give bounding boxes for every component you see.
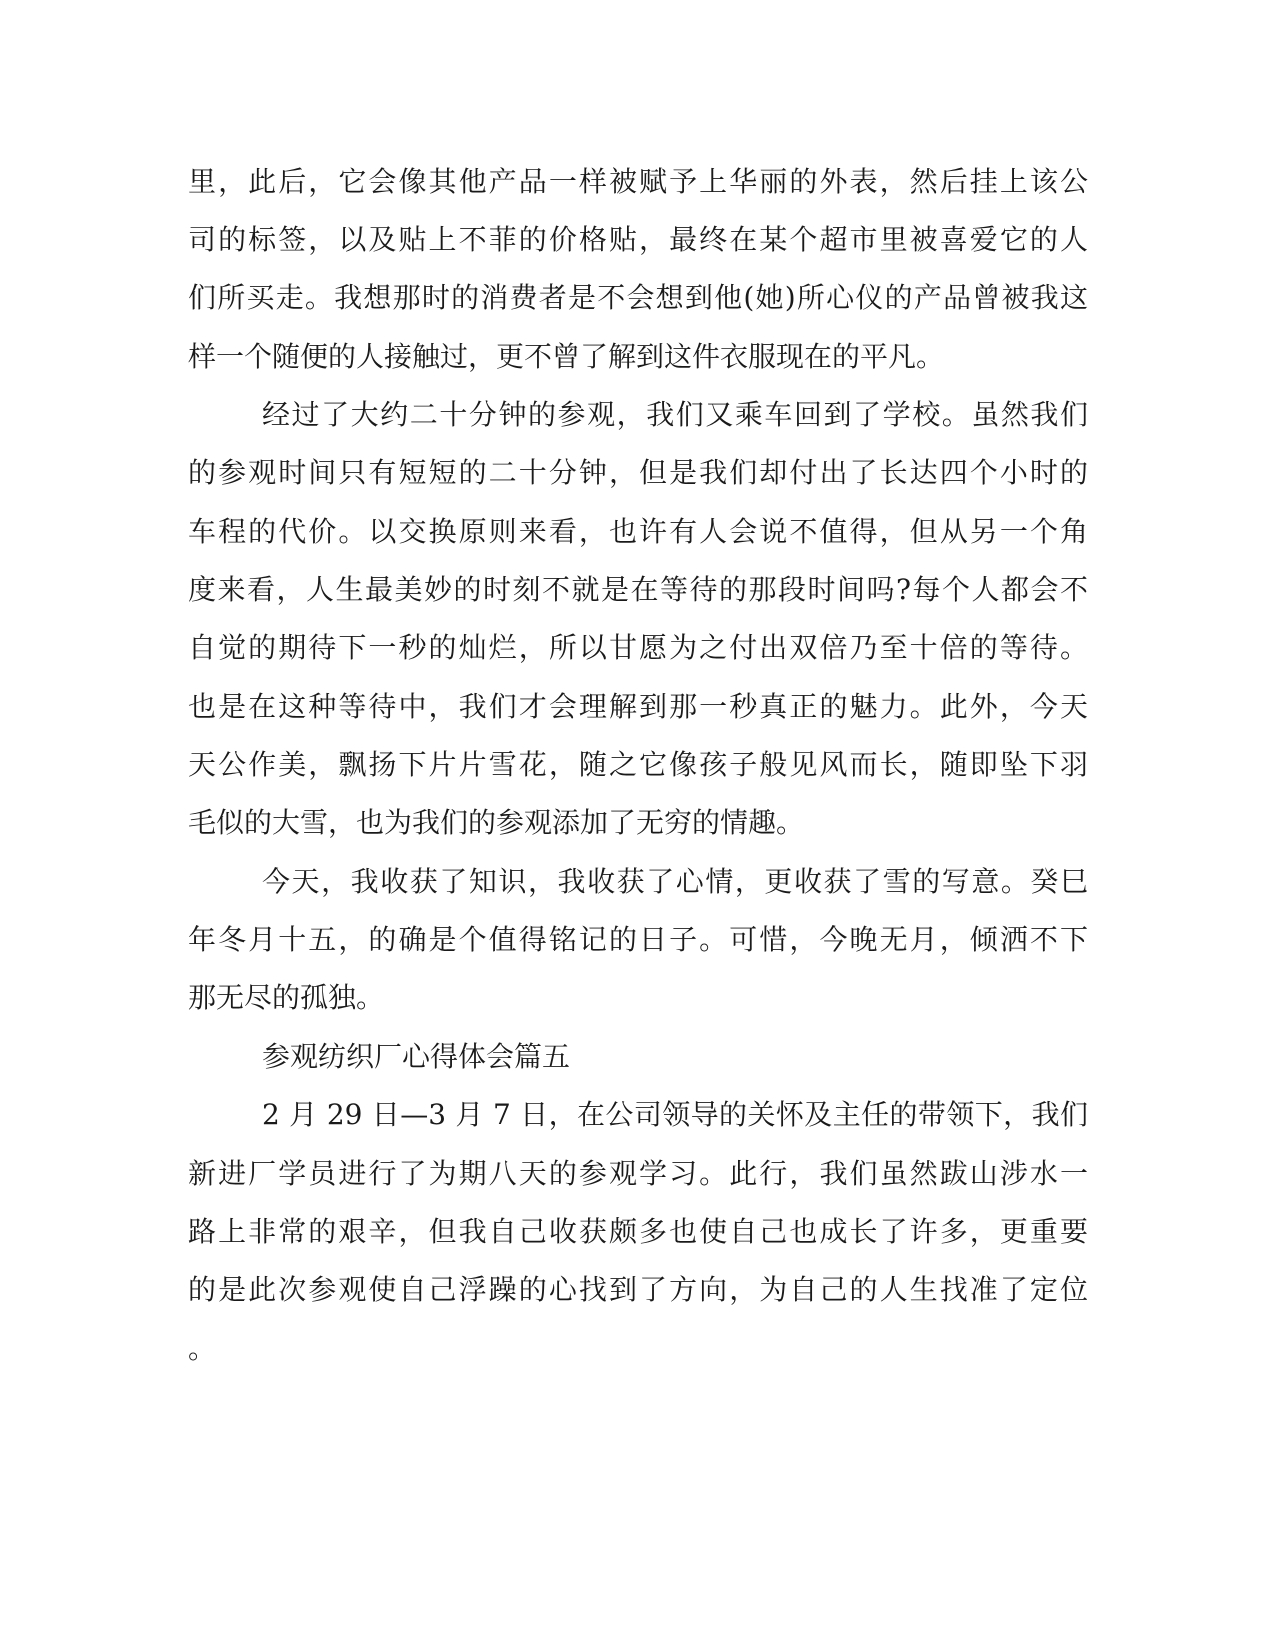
text-line: 样一个随便的人接触过，更不曾了解到这件衣服现在的平凡。 <box>188 340 945 373</box>
text-line: 毛似的大雪，也为我们的参观添加了无穷的情趣。 <box>188 806 805 839</box>
text-line: 那无尽的孤独。 <box>188 981 385 1014</box>
text-line: 2 月 29 日—3 月 7 日，在公司领导的关怀及主任的带领下，我们 <box>262 1098 1088 1131</box>
text-line: 们所买走。我想那时的消费者是不会想到他(她)所心仪的产品曾被我这 <box>188 281 1088 314</box>
text-line: 度来看，人生最美妙的时刻不就是在等待的那段时间吗?每个人都会不 <box>188 573 1088 606</box>
text-line: 里，此后，它会像其他产品一样被赋予上华丽的外表，然后挂上该公 <box>188 165 1088 198</box>
text-line: 新进厂学员进行了为期八天的参观学习。此行，我们虽然跋山涉水一 <box>188 1157 1088 1190</box>
text-line: 的参观时间只有短短的二十分钟，但是我们却付出了长达四个小时的 <box>188 456 1088 489</box>
text-line: 的是此次参观使自己浮躁的心找到了方向，为自己的人生找准了定位 <box>188 1273 1088 1306</box>
text-line: 司的标签，以及贴上不菲的价格贴，最终在某个超市里被喜爱它的人 <box>188 223 1088 256</box>
text-line: 年冬月十五，的确是个值得铭记的日子。可惜，今晚无月，倾洒不下 <box>188 923 1088 956</box>
text-line: 路上非常的艰辛，但我自己收获颇多也使自己也成长了许多，更重要 <box>188 1215 1088 1248</box>
text-line: 经过了大约二十分钟的参观，我们又乘车回到了学校。虽然我们 <box>262 398 1088 431</box>
text-line: 自觉的期待下一秒的灿烂，所以甘愿为之付出双倍乃至十倍的等待。 <box>188 631 1088 664</box>
text-line: 今天，我收获了知识，我收获了心情，更收获了雪的写意。癸巳 <box>262 865 1088 898</box>
section-heading: 参观纺织厂心得体会篇五 <box>262 1040 571 1073</box>
text-line: 天公作美，飘扬下片片雪花，随之它像孩子般见风而长，随即坠下羽 <box>188 748 1088 781</box>
text-line: 。 <box>188 1332 217 1365</box>
text-line: 也是在这种等待中，我们才会理解到那一秒真正的魅力。此外，今天 <box>188 690 1088 723</box>
text-line: 车程的代价。以交换原则来看，也许有人会说不值得，但从另一个角 <box>188 515 1088 548</box>
